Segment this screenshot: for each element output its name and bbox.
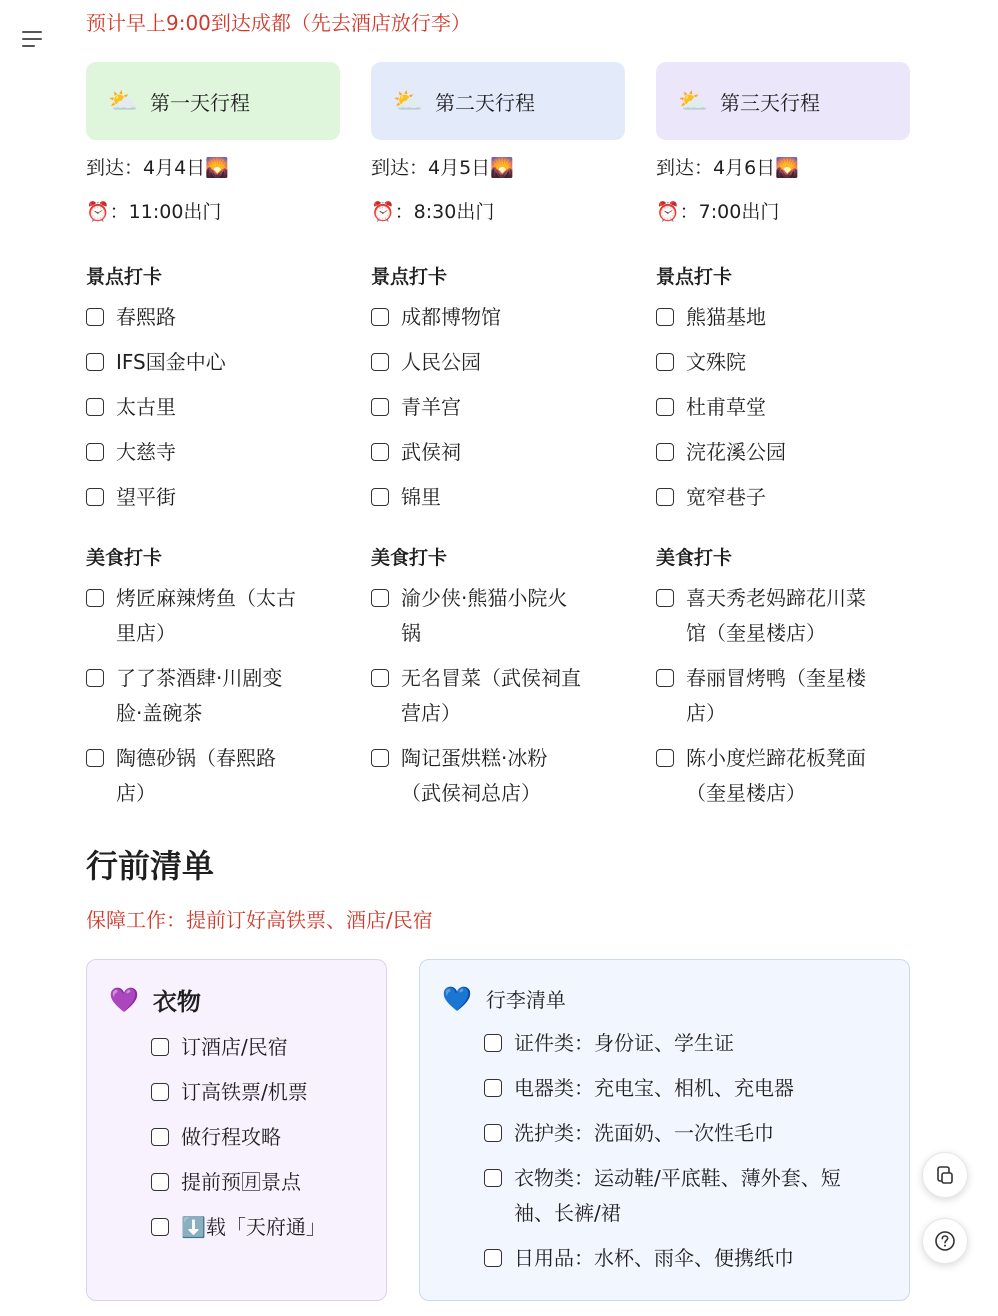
sight-item[interactable] — [86, 480, 340, 515]
checkbox[interactable] — [656, 589, 674, 607]
checklist-item-label: 日用品：水杯、雨伞、便携纸巾 — [514, 1246, 794, 1270]
checkbox[interactable] — [484, 1079, 502, 1097]
sight-item[interactable] — [371, 390, 625, 425]
checkbox[interactable] — [656, 353, 674, 371]
checklist-item-label: 订酒店/民宿 — [181, 1035, 288, 1059]
checkbox[interactable] — [86, 443, 104, 461]
luggage-panel-title: 行李清单 — [485, 988, 566, 1012]
checkbox[interactable] — [484, 1034, 502, 1052]
sights-heading: 景点打卡 — [86, 266, 163, 288]
checklist-item-label: 杜甫草堂 — [686, 395, 766, 419]
checklist-item-label: 提前预🈷景点 — [181, 1170, 301, 1194]
clothes-item[interactable] — [151, 1120, 321, 1155]
day-card[interactable] — [656, 62, 910, 140]
weather-icon: ⛅ — [108, 87, 138, 115]
day-column — [86, 62, 340, 821]
checkbox[interactable] — [371, 488, 389, 506]
day-column — [656, 62, 910, 821]
checklist-item-label: 望平街 — [116, 485, 176, 509]
sight-item[interactable] — [656, 390, 910, 425]
checkbox[interactable] — [484, 1249, 502, 1267]
checklist-item-label: 做行程攻略 — [181, 1125, 281, 1149]
day-title: 第一天行程 — [150, 90, 250, 115]
luggage-item[interactable] — [484, 1116, 844, 1151]
food-item[interactable] — [656, 581, 871, 651]
arrival-date: 到达：4月4日🌄 — [86, 157, 229, 179]
sight-item[interactable] — [371, 480, 625, 515]
food-item[interactable] — [86, 661, 301, 731]
checklist-item-label: 成都博物馆 — [401, 305, 501, 329]
checklist-item-label: 陈小度烂蹄花板凳面（奎星楼店） — [686, 746, 866, 805]
sights-heading: 景点打卡 — [656, 266, 733, 288]
sight-item[interactable] — [371, 435, 625, 470]
arrival-date: 到达：4月6日🌄 — [656, 157, 799, 179]
checkbox[interactable] — [371, 589, 389, 607]
checkbox[interactable] — [656, 749, 674, 767]
checkbox[interactable] — [86, 308, 104, 326]
sight-item[interactable] — [656, 480, 910, 515]
sight-item[interactable] — [371, 345, 625, 380]
checklist-item-label: 太古里 — [116, 395, 176, 419]
checkbox[interactable] — [86, 353, 104, 371]
checklist-item-label: 陶记蛋烘糕·冰粉（武侯祠总店） — [401, 746, 548, 805]
weather-icon: ⛅ — [393, 87, 423, 115]
luggage-item[interactable] — [484, 1241, 844, 1276]
clothes-panel-title: 衣物 — [152, 988, 201, 1016]
checkbox[interactable] — [371, 308, 389, 326]
day-title: 第二天行程 — [435, 90, 535, 115]
clothes-item[interactable] — [151, 1165, 321, 1200]
blue-heart-icon: 💙 — [442, 984, 472, 1013]
checkbox[interactable] — [86, 749, 104, 767]
weather-icon: ⛅ — [678, 87, 708, 115]
food-item[interactable] — [656, 661, 871, 731]
checkbox[interactable] — [656, 669, 674, 687]
copy-button[interactable] — [922, 1152, 968, 1198]
menu-icon[interactable] — [22, 28, 46, 50]
checklist-item-label: 烤匠麻辣烤鱼（太古里店） — [116, 586, 296, 645]
food-item[interactable] — [371, 661, 586, 731]
help-button[interactable] — [922, 1218, 968, 1264]
clothes-item[interactable] — [151, 1075, 321, 1110]
food-item[interactable] — [86, 581, 301, 651]
sights-heading: 景点打卡 — [371, 266, 448, 288]
food-heading: 美食打卡 — [371, 547, 448, 569]
checkbox[interactable] — [371, 398, 389, 416]
luggage-item[interactable] — [484, 1161, 844, 1231]
food-item[interactable] — [656, 741, 871, 811]
checklist-item-label: 电器类：充电宝、相机、充电器 — [514, 1076, 794, 1100]
food-list — [86, 581, 301, 811]
checklist-item-label: 文殊院 — [686, 350, 746, 374]
checkbox[interactable] — [656, 443, 674, 461]
luggage-item[interactable] — [484, 1071, 844, 1106]
checklist-item-label: 证件类：身份证、学生证 — [514, 1031, 734, 1055]
checkbox[interactable] — [656, 488, 674, 506]
food-item[interactable] — [371, 741, 586, 811]
checklist-item-label: 喜天秀老妈蹄花川菜馆（奎星楼店） — [686, 586, 866, 645]
checklist-item-label: 青羊宫 — [401, 395, 461, 419]
departure-time: ⏰：8:30出门 — [371, 201, 495, 223]
checkbox[interactable] — [151, 1083, 169, 1101]
arrival-date: 到达：4月5日🌄 — [371, 157, 514, 179]
checklist-item-label: 熊猫基地 — [686, 305, 766, 329]
checkbox[interactable] — [656, 308, 674, 326]
sight-item[interactable] — [86, 300, 340, 335]
checklist-item-label: 大慈寺 — [116, 440, 176, 464]
checkbox[interactable] — [484, 1169, 502, 1187]
checklist-item-label: 陶德砂锅（春熙路店） — [116, 746, 276, 805]
arrival-note: 预计早上9:00到达成都（先去酒店放行李） — [86, 11, 471, 35]
checklist-item-label: 锦里 — [401, 485, 441, 509]
departure-time: ⏰：11:00出门 — [86, 201, 222, 223]
checklist-item-label: IFS国金中心 — [116, 350, 226, 374]
day-card[interactable] — [86, 62, 340, 140]
food-list — [656, 581, 871, 811]
help-icon — [934, 1230, 956, 1252]
sight-item[interactable] — [86, 390, 340, 425]
checklist-item-label: 人民公园 — [401, 350, 481, 374]
checkbox[interactable] — [371, 749, 389, 767]
checkbox[interactable] — [151, 1173, 169, 1191]
food-heading: 美食打卡 — [656, 547, 733, 569]
checklist-item-label: 衣物类：运动鞋/平底鞋、薄外套、短袖、长裤/裙 — [514, 1166, 841, 1225]
clothes-item[interactable] — [151, 1210, 326, 1245]
checklist-item-label: ⬇️载「天府通」 — [181, 1215, 326, 1239]
sight-item[interactable] — [656, 435, 910, 470]
copy-icon — [935, 1165, 955, 1185]
checkbox[interactable] — [371, 669, 389, 687]
sight-item[interactable] — [86, 435, 340, 470]
checkbox[interactable] — [86, 398, 104, 416]
clothes-panel — [86, 959, 387, 1301]
luggage-item[interactable] — [484, 1026, 844, 1061]
checklist-item-label: 无名冒菜（武侯祠直营店） — [401, 666, 581, 725]
guarantee-note: 保障工作：提前订好高铁票、酒店/民宿 — [86, 908, 433, 932]
checkbox[interactable] — [151, 1218, 169, 1236]
checklist-item-label: 武侯祠 — [401, 440, 461, 464]
sight-item[interactable] — [86, 345, 340, 380]
checkbox[interactable] — [86, 589, 104, 607]
day-title: 第三天行程 — [720, 90, 820, 115]
checklist-item-label: 洗护类：洗面奶、一次性毛巾 — [514, 1121, 774, 1145]
checkbox[interactable] — [86, 488, 104, 506]
day-card[interactable] — [371, 62, 625, 140]
checklist-item-label: 了了茶酒肆·川剧变脸·盖碗茶 — [116, 666, 283, 725]
food-item[interactable] — [371, 581, 586, 651]
checklist-item-label: 浣花溪公园 — [686, 440, 786, 464]
checkbox[interactable] — [484, 1124, 502, 1142]
day-column — [371, 62, 625, 821]
luggage-panel — [419, 959, 910, 1301]
checklist-item-label: 渝少侠·熊猫小院火锅 — [401, 586, 568, 645]
food-list — [371, 581, 586, 811]
checkbox[interactable] — [371, 353, 389, 371]
checklist-item-label: 春丽冒烤鸭（奎星楼店） — [686, 666, 866, 725]
checklist-item-label: 春熙路 — [116, 305, 176, 329]
checklist-item-label: 宽窄巷子 — [686, 485, 766, 509]
checklist-title: 行前清单 — [86, 847, 215, 885]
checkbox[interactable] — [151, 1128, 169, 1146]
checkbox[interactable] — [86, 669, 104, 687]
checkbox[interactable] — [656, 398, 674, 416]
clothes-item[interactable] — [151, 1030, 321, 1065]
food-item[interactable] — [86, 741, 301, 811]
purple-heart-icon: 💜 — [109, 985, 139, 1014]
sight-item[interactable] — [371, 300, 625, 335]
sight-item[interactable] — [656, 345, 910, 380]
departure-time: ⏰：7:00出门 — [656, 201, 780, 223]
checkbox[interactable] — [151, 1038, 169, 1056]
checklist-item-label: 订高铁票/机票 — [181, 1080, 308, 1104]
food-heading: 美食打卡 — [86, 547, 163, 569]
sight-item[interactable] — [656, 300, 910, 335]
checkbox[interactable] — [371, 443, 389, 461]
